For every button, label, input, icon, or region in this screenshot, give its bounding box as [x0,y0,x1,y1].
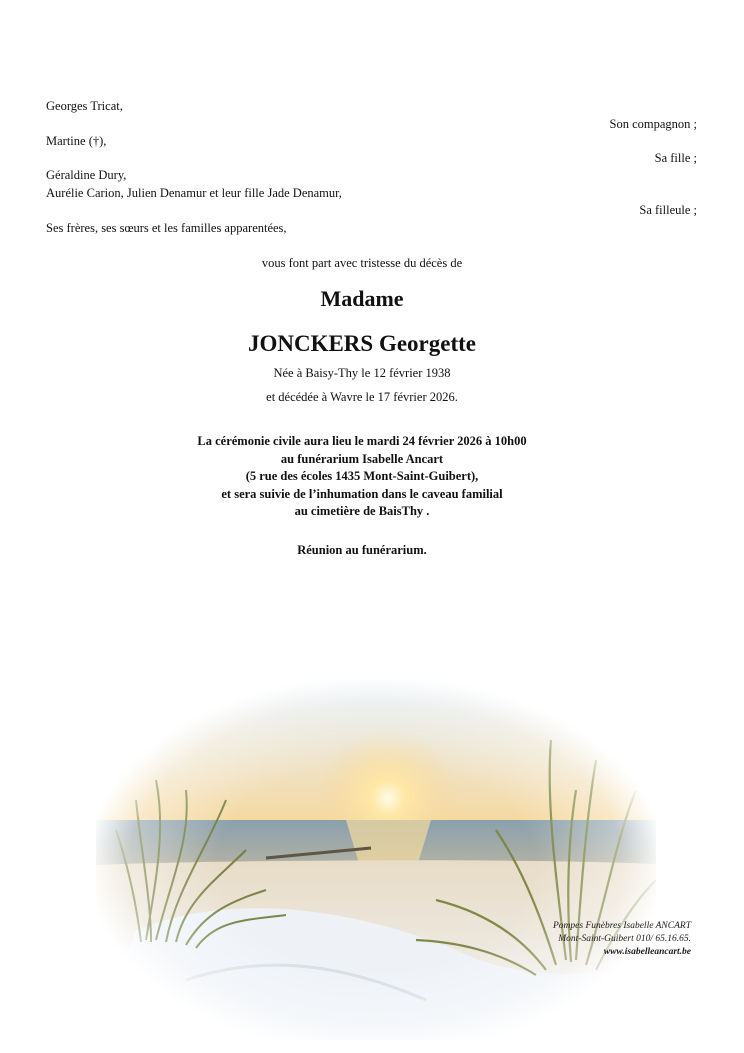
ceremony-line-3: (5 rue des écoles 1435 Mont-Saint-Guibert), [245,469,479,483]
ceremony-line-4: et sera suivie de l’inhumation dans le caveau familial [221,487,503,501]
family-aurelie: Aurélie Carion, Julien Denamur et leur fille Jade Denamur, [46,186,342,200]
birth-line: Née à Baisy-Thy le 12 février 1938 [273,366,451,380]
role-sa-fille: Sa fille ; [654,151,697,165]
family-freres: Ses frères, ses sœurs et les familles apparentées, [46,221,287,235]
family-georges: Georges Tricat, [46,99,123,113]
family-geraldine: Géraldine Dury, [46,168,127,182]
ceremony-line-1: La cérémonie civile aura lieu le mardi 24 février 2026 à 10h00 [197,434,527,448]
deceased-name: JONCKERS Georgette [247,331,477,356]
credit-company: Pompes Funèbres Isabelle ANCART [553,921,691,931]
ceremony-line-5: au cimetière de BaisThy . [294,504,430,518]
ceremony-line-2: au funérarium Isabelle Ancart [280,452,444,466]
death-line: et décédée à Wavre le 17 février 2026. [266,390,458,404]
role-sa-filleule: Sa filleule ; [639,203,697,217]
beach-sunset-image [96,680,656,1040]
announcement-intro: vous font part avec tristesse du décès de [261,256,463,270]
funeral-home-credit [553,920,691,959]
announcement-title: Madame [320,286,404,311]
family-martine: Martine (†), [46,134,107,148]
reunion-line: Réunion au funérarium. [297,543,427,557]
credit-website: www.isabelleancart.be [603,947,691,957]
role-son-compagnon: Son compagnon ; [609,117,697,131]
credit-address-phone: Mont-Saint-Guibert 010/ 65.16.65. [558,934,691,944]
